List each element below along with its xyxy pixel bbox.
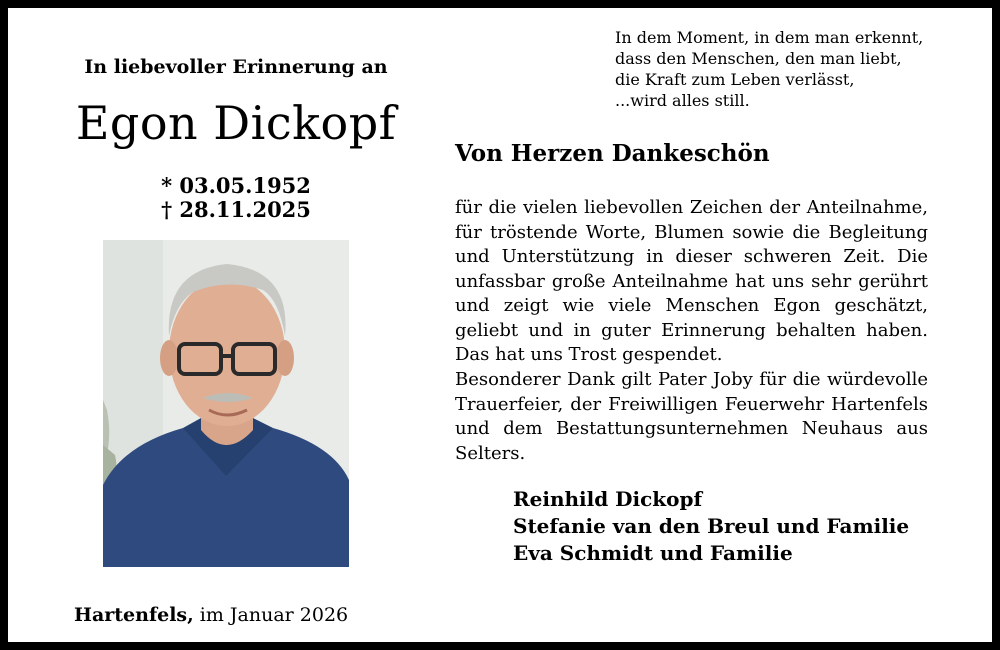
signer: Eva Schmidt und Familie bbox=[513, 541, 793, 565]
signer: Stefanie van den Breul und Familie bbox=[513, 514, 910, 538]
memorial-quote bbox=[615, 27, 945, 111]
portrait-photo bbox=[103, 240, 349, 567]
quote-line: In dem Moment, in dem man erkennt, bbox=[615, 28, 924, 47]
signer: Reinhild Dickopf bbox=[513, 487, 703, 511]
birth-date: * 03.05.1952 bbox=[161, 173, 311, 198]
quote-line: dass den Menschen, den man liebt, bbox=[615, 49, 902, 68]
special-thanks-paragraph: Besonderer Dank gilt Pater Joby für die würdevolle Trauerfeier, der Freiwilligen Feuerwehr Hartenfels und dem Bestattungsunternehmen Neuhaus aus Selters. bbox=[455, 369, 928, 464]
place-and-date bbox=[74, 604, 348, 626]
place-name: Hartenfels, bbox=[74, 604, 194, 626]
quote-line: die Kraft zum Leben verlässt, bbox=[615, 70, 855, 89]
signers-list bbox=[513, 486, 909, 567]
memorial-column bbox=[8, 8, 464, 642]
death-date: † 28.11.2025 bbox=[161, 197, 311, 222]
deceased-name: Egon Dickopf bbox=[75, 96, 397, 150]
memorial-intro: In liebevoller Erinnerung an bbox=[84, 56, 388, 78]
month-year: im Januar 2026 bbox=[193, 604, 349, 626]
portrait-illustration bbox=[103, 240, 349, 567]
quote-line: ...wird alles still. bbox=[615, 91, 750, 110]
thanks-paragraph: für die vielen liebevollen Zeichen der Anteilnahme, für tröstende Worte, Blumen sowie die Begleitung und Unterstützung in dieser schweren Zeit. Die unfassbar große Anteilnahme hat uns sehr gerührt und zeigt wie viele Menschen Egon geschätzt, geliebt und in guter Erinnerung behalten haben. Das hat uns Trost gespendet. bbox=[455, 197, 928, 365]
life-dates bbox=[8, 174, 464, 222]
thanks-heading: Von Herzen Dankeschön bbox=[455, 140, 770, 167]
